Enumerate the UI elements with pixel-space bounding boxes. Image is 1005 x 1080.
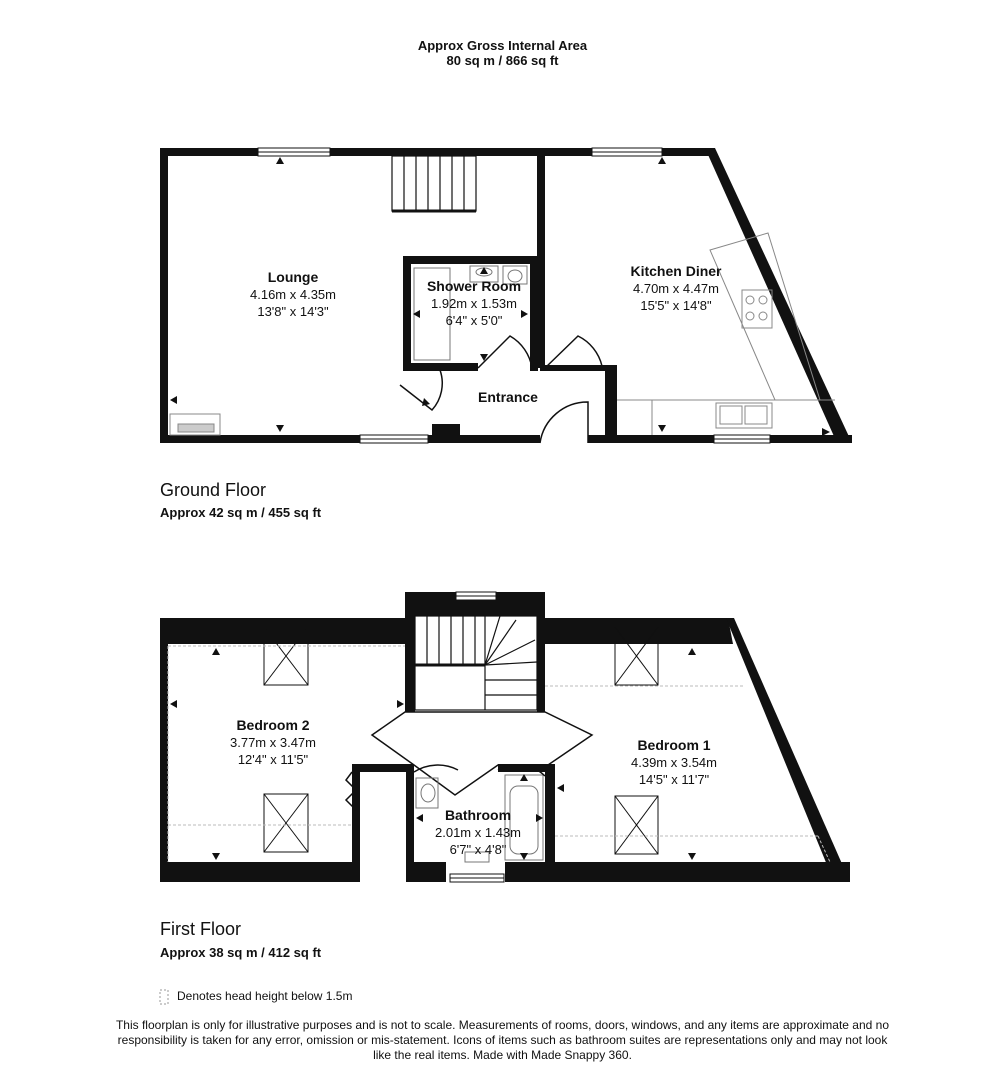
kitchen-name: Kitchen Diner [630,263,722,279]
first-floor-title: First Floor [160,919,241,939]
first-floor-plan [160,592,850,882]
landing-outline [372,712,592,795]
ground-floor-area: Approx 42 sq m / 455 sq ft [160,505,322,520]
kitchen-metric: 4.70m x 4.47m [633,281,719,296]
gross-area-title: Approx Gross Internal Area [417,38,588,53]
lounge-name: Lounge [267,269,319,285]
gross-area-value: 80 sq m / 866 sq ft [446,53,559,68]
shower-metric: 1.92m x 1.53m [431,296,517,311]
bedroom2-imperial: 12'4" x 11'5" [237,752,309,767]
ground-floor-plan [160,148,852,443]
shower-imperial: 6'4" x 5'0" [445,313,503,328]
entrance-name: Entrance [478,389,538,405]
bedroom1-name: Bedroom 1 [637,737,711,753]
ground-stairs [392,156,476,211]
head-height-legend-text: Denotes head height below 1.5m [177,989,353,1003]
shower-name: Shower Room [426,278,522,294]
ground-floor-title: Ground Floor [160,480,267,500]
bathroom-imperial: 6'7" x 4'8" [449,842,507,857]
bedroom2-name: Bedroom 2 [236,717,310,733]
bedroom1-imperial: 14'5" x 11'7" [638,772,710,787]
lounge-metric: 4.16m x 4.35m [250,287,336,302]
lounge-imperial: 13'8" x 14'3" [257,304,329,319]
head-height-legend-swatch [160,990,168,1004]
disclaimer: This floorplan is only for illustrative purposes and is not to scale. Measurements of rooms, doors, windows, and any items are approximate and no responsibility is taken for any error, omission or mis-statement. Icons of items such as bathroom suites are representations only and may not look like the real items. Made with Made Snappy 360. [115,1018,890,1062]
bathroom-metric: 2.01m x 1.43m [435,825,521,840]
kitchen-imperial: 15'5" x 14'8" [640,298,712,313]
first-stairs [415,616,537,710]
first-floor-area: Approx 38 sq m / 412 sq ft [160,945,322,960]
lounge-fireplace [170,414,220,435]
bathroom-name: Bathroom [444,807,512,823]
bedroom2-metric: 3.77m x 3.47m [230,735,316,750]
bedroom1-metric: 4.39m x 3.54m [631,755,717,770]
